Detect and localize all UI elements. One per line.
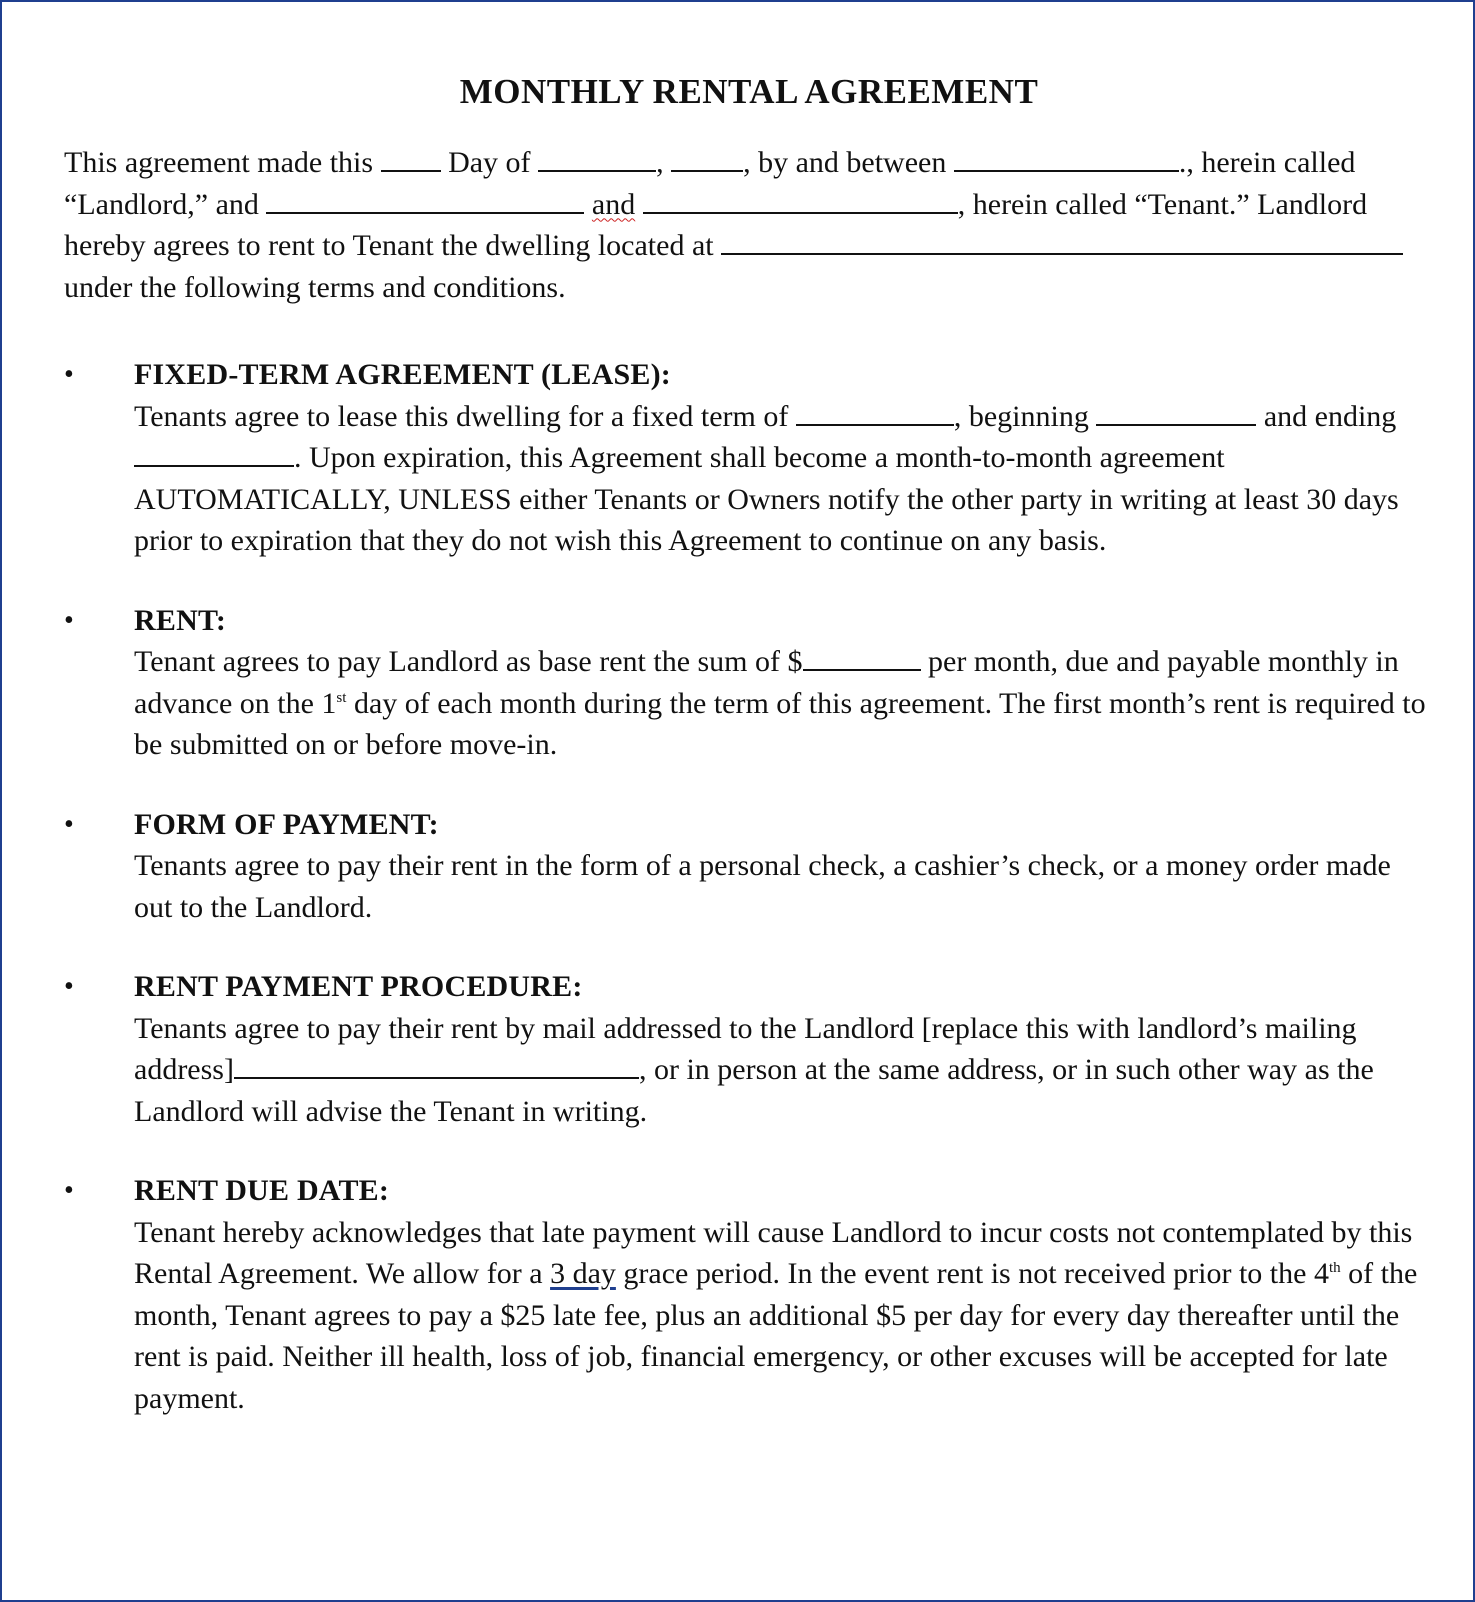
intro-text: , herein — [957, 187, 1048, 221]
intro-text: called “Tenant.” Landlord hereby agrees to rent to Tenant the dwelling located at — [64, 187, 1368, 262]
section-rent — [64, 600, 1434, 766]
section-form-of-payment — [64, 804, 1434, 929]
intro-text: , by and between — [743, 146, 947, 179]
end-date-blank[interactable] — [134, 439, 294, 467]
start-date-blank[interactable] — [1096, 398, 1256, 426]
day-blank[interactable] — [381, 144, 441, 172]
section-body — [134, 1212, 1434, 1420]
tenant-name-blank[interactable] — [643, 186, 958, 214]
month-blank[interactable] — [538, 144, 656, 172]
body-text: Tenants agree to pay their rent by mail addressed to the Landlord [replace this with landlord’s mailing address] — [134, 1011, 1357, 1086]
mailing-address-blank[interactable] — [234, 1051, 639, 1079]
section-body — [134, 396, 1434, 562]
section-lease — [64, 354, 1434, 562]
grace-period-value: 3 day — [550, 1257, 616, 1290]
ordinal-suffix: st — [336, 689, 347, 706]
body-text: , or in person at the same address, or in such other way as the Landlord will advise the Tenant in writing. — [134, 1053, 1374, 1128]
body-text: per month, due and payable monthly in advance on the 1 — [134, 645, 1399, 720]
body-text: Tenants agree to lease this dwelling for a fixed term of — [134, 399, 789, 433]
bullet-icon: • — [64, 971, 74, 1002]
intro-text: This agreement made this — [64, 146, 374, 179]
section-heading: FORM OF PAYMENT: — [134, 807, 439, 841]
spellcheck-word: and — [591, 187, 636, 221]
section-heading: RENT: — [134, 603, 227, 637]
body-text: grace period. In the event rent is not received prior to the 4 — [623, 1257, 1329, 1290]
bullet-icon: • — [64, 604, 74, 636]
bullet-icon: • — [64, 359, 74, 390]
section-body — [134, 641, 1434, 766]
document-title: MONTHLY RENTAL AGREEMENT — [459, 72, 1039, 111]
document-page — [64, 72, 1434, 1419]
landlord-name-blank[interactable] — [266, 186, 584, 214]
intro-text: Day of — [448, 146, 531, 179]
intro-text: herein called “Landlord,” and — [64, 146, 1356, 221]
rent-amount-blank[interactable] — [803, 643, 921, 671]
section-heading: FIXED-TERM AGREEMENT (LEASE): — [134, 358, 671, 391]
intro-text: under the following terms and conditions. — [64, 270, 566, 304]
party-blank[interactable] — [954, 144, 1179, 172]
body-text: . Upon expiration, this Agreement shall become a month-to-month agreement AUTOMATICALLY, UNLESS either Tenants or Owners notify the other party in writing at least 30 days prior to expiration that they do not wish this Agreement to continue on any basis. — [134, 441, 1399, 557]
term-blank[interactable] — [796, 398, 954, 426]
section-rent-due-date — [64, 1170, 1434, 1419]
intro-text: ., — [1178, 146, 1194, 179]
section-heading: RENT DUE DATE: — [134, 1174, 390, 1207]
body-text: of the month, Tenant agrees to pay a $25 late fee, plus an additional $5 per day for every day thereafter until the rent is paid. Neither ill health, loss of job, financial emergency, or other excuses will be accepted for late payment. — [134, 1257, 1418, 1415]
body-text: Tenant agrees to pay Landlord as base rent the sum of $ — [134, 645, 803, 678]
body-text: day of each month during the term of this agreement. The first month’s rent is required to be submitted on or before move-in. — [134, 686, 1426, 761]
section-body — [134, 1008, 1434, 1133]
section-heading: RENT PAYMENT PROCEDURE: — [134, 970, 583, 1003]
bullet-icon: • — [64, 808, 74, 840]
year-blank[interactable] — [671, 144, 743, 172]
body-text: and ending — [1263, 399, 1397, 433]
section-payment-procedure — [64, 966, 1434, 1132]
section-body: Tenants agree to pay their rent in the form of a personal check, a cashier’s check, or a money order made out to the Landlord. — [134, 849, 1391, 924]
body-text: , beginning — [953, 399, 1089, 433]
address-blank[interactable] — [721, 227, 1403, 255]
ordinal-suffix: th — [1328, 1260, 1341, 1276]
body-text: Tenant hereby acknowledges that late payment will cause Landlord to incur costs not contemplated by this Rental Agreement. We allow for a — [134, 1215, 1413, 1290]
bullet-icon: • — [64, 1175, 74, 1206]
intro-paragraph — [64, 142, 1434, 308]
intro-text: , — [656, 146, 664, 179]
